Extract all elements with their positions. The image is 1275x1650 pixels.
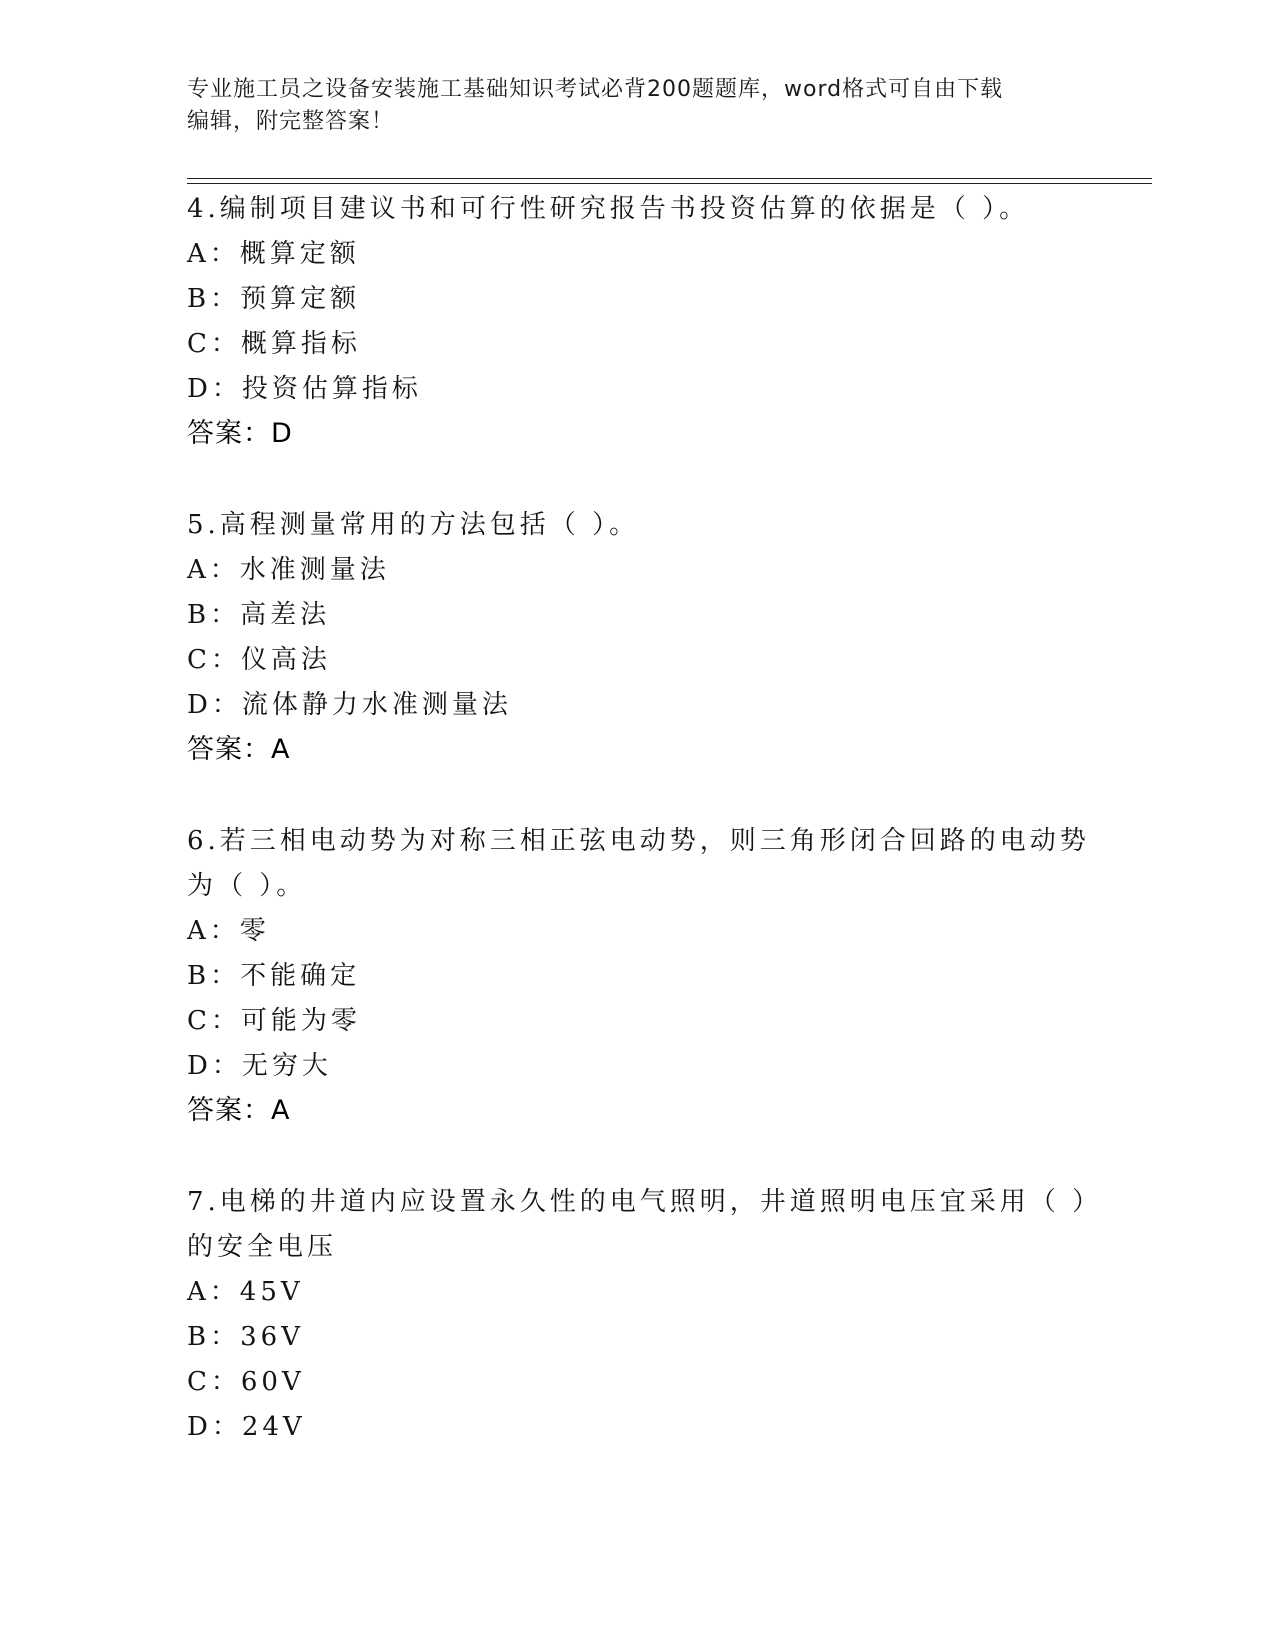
- answer-label: 答案：D: [187, 418, 293, 449]
- option-b: B：预算定额: [187, 284, 361, 314]
- question-stem: 5.高程测量常用的方法包括（ ）。: [187, 510, 640, 540]
- question-stem-line-1: 6.若三相电动势为对称三相正弦电动势，则三角形闭合回路的电动势: [187, 826, 1090, 856]
- option-b: B：36V: [187, 1322, 304, 1352]
- option-a: A：概算定额: [187, 239, 360, 269]
- option-b: B：高差法: [187, 600, 331, 630]
- option-d: D：无穷大: [187, 1051, 332, 1081]
- option-c: C：仪高法: [187, 645, 331, 675]
- option-d: D：投资估算指标: [187, 374, 422, 404]
- option-d: D：24V: [187, 1412, 306, 1442]
- option-a: A：零: [187, 916, 270, 946]
- question-stem-line-2: 为（ ）。: [187, 871, 307, 901]
- document-header: [187, 74, 1067, 138]
- answer-label: 答案：A: [187, 1095, 291, 1126]
- option-b: B：不能确定: [187, 961, 361, 991]
- header-divider-bottom: [187, 183, 1152, 184]
- option-d: D：流体静力水准测量法: [187, 690, 512, 720]
- option-a: A：45V: [187, 1277, 304, 1307]
- question-stem-line-1: 7.电梯的井道内应设置永久性的电气照明，井道照明电压宜采用（ ）: [187, 1187, 1103, 1217]
- question-stem-line-2: 的安全电压: [187, 1232, 338, 1262]
- header-title-line-2: 编辑，附完整答案！: [187, 109, 395, 134]
- option-c: C：60V: [187, 1367, 305, 1397]
- answer-label: 答案：A: [187, 734, 291, 765]
- option-c: C：可能为零: [187, 1006, 361, 1036]
- option-a: A：水准测量法: [187, 555, 390, 585]
- option-c: C：概算指标: [187, 329, 361, 359]
- header-divider-top: [187, 178, 1152, 179]
- question-stem: 4.编制项目建议书和可行性研究报告书投资估算的依据是（ ）。: [187, 194, 1030, 224]
- header-title-line-1: 专业施工员之设备安装施工基础知识考试必背200题题库，word格式可自由下载: [187, 77, 1004, 102]
